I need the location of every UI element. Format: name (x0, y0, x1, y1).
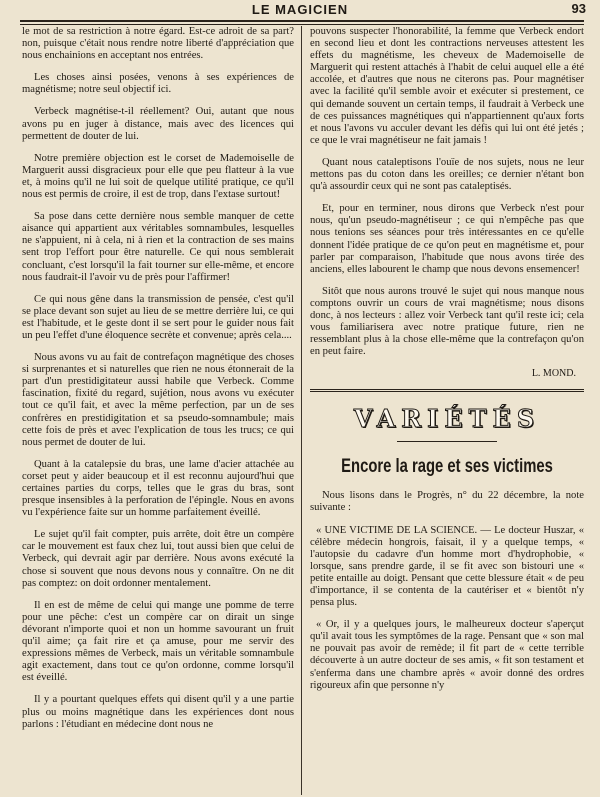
page-number: 93 (571, 1, 586, 16)
header-rule (20, 20, 584, 22)
left-column (22, 26, 294, 795)
paragraph: Et, pour en terminer, nous dirons que Verbeck n'est pour nous, qu'un pseudo-magnétiseur ; ce qui n'empêche pas que nous tenions ses séances pour très intéressantes en ce qu'elle donnent l'idée pratique de ce qu'on peut en magnétisme et, pour parler par comparaison, l'habitude que nous avons tirée des anciens, elles labourent le champ que nous devons ensemencer! (310, 203, 584, 275)
section-title-underline (397, 441, 497, 442)
paragraph: Les choses ainsi posées, venons à ses expériences de magnétisme; notre seul objectif ici. (22, 72, 294, 96)
paragraph: Quant nous cataleptisons l'ouïe de nos sujets, nous ne leur mettons pas du coton dans les oreilles; ce dernier n'étant bon qu'à assourdir ceux qui ne sont pas cataleptisés. (310, 156, 584, 193)
author-signature: L. MOND. (531, 368, 576, 380)
paragraph: Ce qui nous gêne dans la transmission de pensée, c'est qu'il se place devant son sujet au lieu de se mettre derrière lui, ce qui est l'habitude, et le geste dont il se sert pour le guider nous fait un peu l'effet d'une éloquence secrète et convenue; après cela.... (22, 293, 294, 341)
paragraph: Sa pose dans cette dernière nous semble manquer de cette aisance qui appartient aux véritables somnambules, lesquelles ne s'appuient, ni à cela, ni à rien et la contraction de ses mains sent trop l'effort pour être naturelle. Ce qui nous semblerait concluant, c'est lorsqu'il la fait tourner sur elle-même, et encore nous faudrait-il l'avoir vu de près pour l'affirmer! (22, 211, 294, 283)
paragraph: Sitôt que nous aurons trouvé le sujet qui nous manque nous comptons ouvrir un cours de vrai magnétisme; nous disons donc, à nos lecteurs : allez voir Verbeck tant qu'il reste ici; cela vous familiarisera avec notre pratique future, rien ne ressemblant plus à la chose elle-même que la contrefaçon qu'on en peut faire. (310, 285, 584, 358)
section-separator (310, 389, 584, 392)
paragraph: Notre première objection est le corset de Mademoiselle de Marguerit aussi disgracieux pour elle que peu flatteur à la vue et, à moins qu'il ne lui soit de quelque utilité pratique, ce qu'il nous est permis de croire, il est de trop, dans l'extase surtout! (22, 152, 294, 201)
right-column (310, 26, 584, 795)
paragraph: Le sujet qu'il fait compter, puis arrête, doit être un compère car le mouvement est faux chez lui, tout aussi bien que celui de Verbeck, qui devrait agir par derrière. Nous avons exécuté la chose si souvent que nous devons nous y connaître. On ne dit pas comptez: on doit ordonner mentalement. (22, 529, 294, 589)
paragraph: Quant à la catalepsie du bras, une lame d'acier attachée au corset peut y aider beaucoup et il est reconnu aujourd'hui que certaines parties du corps, telles que le gras du bras, sont presque insensibles à la perforation de l'épingle. Nous en avons vu l'expérience faite sur un homme parfaitement éveillé. (22, 458, 294, 519)
paragraph: Nous avons vu au fait de contrefaçon magnétique des choses si surprenantes et si naturelles que rien ne nous étonnerait de la part d'un prestidigitateur aussi habile que Verbeck. Comme fascination, fixité du regard, sujétion, nous avons vu exécuter tout ce qu'il fait, et avec la même perfection, par un de ses confrères en prestidigitation et sa pseudo-somnambule; mais cette fois de près et avec l'explication de tous les trucs; ce qui nous permet de douter de lui. (22, 352, 294, 448)
section-title: VARIÉTÉS (353, 404, 541, 434)
paragraph: Il y a pourtant quelques effets qui disent qu'il y a une partie plus ou moins magnétique dans les expériences dont nous parlons : l'étudiant en médecine dont nous ne (22, 694, 294, 730)
paragraph: Il en est de même de celui qui mange une pomme de terre pour une pêche: c'est un compère car on dirait un singe dévorant n'importe quoi et non un homme savourant un fruit qu'il aime; ça fait rire et ça amuse, pour me servir des expressions mêmes de Verbeck, mais un véritable somnambule agit exactement, dans tout ce qu'on ordonne, comme lorsqu'il est éveillé. (22, 599, 294, 684)
page-header-title: LE MAGICIEN (251, 2, 349, 17)
article-headline: Encore la rage et ses victimes (341, 456, 553, 478)
column-divider (301, 26, 302, 795)
header-rule-thin (20, 24, 584, 25)
paragraph: Verbeck magnétise-t-il réellement? Oui, autant que nous avons pu en juger à distance, mais avec des licences qui permettent de douter de lui. (22, 106, 294, 142)
paragraph: pouvons suspecter l'honorabilité, la femme que Verbeck endort en second lieu et dont les contractions nerveuses attestent les effets du magnétisme, les cheveux de Mademoiselle de Marguerit qui restent attachés à l'habit de celui auquel elle a été accolée, et d'autres que nous ne citerons pas. Pour magnétiser avec la facilité qu'il semble avoir et exécuter si prestement, ce qui demande souvent un certain temps, il faudrait à Verbeck une de ces puissances magnétiques qui n'appartiennent qu'aux forts et nous l'avons vu acculer devant les défis qui lui ont été jetés ; ce que le vrai magnétiseur ne fait jamais ! (310, 26, 584, 146)
article-intro: Nous lisons dans le Progrès, n° du 22 décembre, la note suivante : (310, 490, 584, 514)
paragraph: le mot de sa restriction à notre égard. Est-ce adroit de sa part? non, puisque c'était nous rendre notre liberté d'appréciation que nous enchainions en acceptant nos entrées. (22, 26, 294, 62)
quote-paragraph: « Or, il y a quelques jours, le malheureux docteur s'aperçut qu'il avait tous les symptômes de la rage. Pensant que « son mal ne pouvait pas avoir de remède; il fit part de « cette terrible découverte à un autre docteur de ses amis, « fit son testament et s'enferma dans une chambre après « avoir donné des ordres rigoureux afin que personne n'y (310, 619, 584, 691)
quote-paragraph: « UNE VICTIME DE LA SCIENCE. — Le docteur Huszar, « célèbre médecin hongrois, faisait, il y a quelque temps, « l'autopsie du cadavre d'un homme mort d'hydrophobie, « lorsque, sans prendre garde, il se fit avec son bistouri une « petite entaille au doigt. Pensant que cette blessure était « de peu d'importance, il se contenta de la cautériser et « bientôt n'y pensa plus. (310, 524, 584, 609)
